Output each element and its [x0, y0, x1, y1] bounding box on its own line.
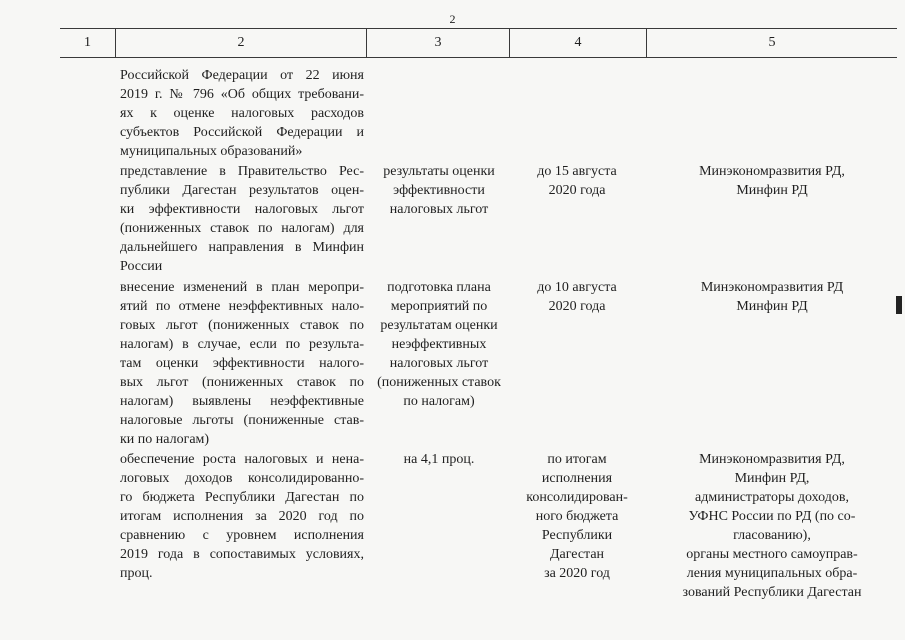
- text-line: проц.: [120, 566, 153, 581]
- text-line: Российской Федерации от 22 июня: [120, 68, 364, 83]
- text-line: обеспечение роста налоговых и нена-: [120, 452, 364, 467]
- cell-responsible: [652, 162, 892, 200]
- text-line: ки по налогам): [120, 432, 210, 447]
- text-line: ятий по отмене неэффективных нало-: [120, 299, 364, 314]
- text-line: представление в Правительство Рес-: [120, 164, 364, 179]
- text-line: Республики: [541, 528, 613, 543]
- text-line: публики Дагестан результатов оцен-: [120, 183, 364, 198]
- cell-responsible: [652, 278, 892, 316]
- header-col-2: 2: [115, 29, 366, 57]
- text-line: администраторы доходов,: [695, 490, 849, 505]
- header-col-4: 4: [509, 29, 646, 57]
- cell-description: [120, 278, 364, 449]
- text-line: консолидирован-: [526, 490, 628, 505]
- text-line: ки эффективности налоговых льгот: [120, 202, 364, 217]
- cell-result: [372, 162, 506, 219]
- text-line: там оценки эффективности налого-: [120, 356, 364, 371]
- text-line: неэффективных: [391, 337, 487, 352]
- table-header: [60, 28, 897, 58]
- text-line: до 15 августа: [537, 164, 617, 179]
- text-line: гласованию),: [733, 528, 811, 543]
- text-line: го бюджета Республики Дагестан по: [120, 490, 364, 505]
- text-line: внесение изменений в план меропри-: [120, 280, 364, 295]
- text-line: налоговые льготы (пониженные став-: [120, 413, 364, 428]
- text-line: 2019 г. № 796 «Об общих требовани-: [120, 87, 364, 102]
- text-line: (пониженных ставок: [377, 375, 501, 390]
- text-line: мероприятий по: [390, 299, 488, 314]
- cell-deadline: [516, 450, 638, 583]
- text-line: до 10 августа: [537, 280, 617, 295]
- text-line: за 2020 год: [544, 566, 610, 581]
- text-line: эффективности: [393, 183, 485, 198]
- text-line: муниципальных образований»: [120, 144, 303, 159]
- cell-deadline: [516, 162, 638, 200]
- text-line: налогам) в случае, если по результа-: [120, 337, 364, 352]
- cell-responsible: [652, 450, 892, 602]
- text-line: ях к оценке налоговых расходов: [120, 106, 364, 121]
- text-line: Дагестан: [549, 547, 605, 562]
- text-line: 2019 года в сопоставимых условиях,: [120, 547, 364, 562]
- text-line: налогам) выявлены неэффективные: [120, 394, 364, 409]
- cell-result: [372, 450, 506, 469]
- text-line: ления муниципальных обра-: [686, 566, 858, 581]
- text-line: результатам оценки: [380, 318, 498, 333]
- text-line: субъектов Российской Федерации и: [120, 125, 364, 140]
- text-line: подготовка плана: [387, 280, 491, 295]
- text-line: по налогам): [403, 394, 475, 409]
- text-line: Минэкономразвития РД,: [699, 452, 845, 467]
- header-col-3: 3: [366, 29, 509, 57]
- text-line: Минфин РД: [736, 299, 808, 314]
- text-line: России: [120, 259, 163, 274]
- text-line: налоговых льгот: [389, 202, 489, 217]
- text-line: 2020 года: [548, 299, 606, 314]
- cell-description: [120, 66, 364, 161]
- text-line: логовых доходов консолидированно-: [120, 471, 364, 486]
- text-line: ного бюджета: [535, 509, 619, 524]
- cell-deadline: [516, 278, 638, 316]
- cell-description: [120, 450, 364, 583]
- cell-result: [372, 278, 506, 411]
- text-line: 2020 года: [548, 183, 606, 198]
- text-line: Минфин РД,: [734, 471, 810, 486]
- text-line: Минэкономразвития РД: [700, 280, 844, 295]
- header-col-5: 5: [646, 29, 897, 57]
- header-col-1: 1: [84, 35, 91, 50]
- text-line: органы местного самоупрaв-: [686, 547, 858, 562]
- text-line: вых льгот (пониженных ставок по: [120, 375, 364, 390]
- text-line: Минфин РД: [736, 183, 808, 198]
- cell-description: [120, 162, 364, 276]
- page-number: 2: [449, 12, 456, 26]
- text-line: на 4,1 проц.: [403, 452, 475, 467]
- text-line: (пониженных ставок по налогам) для: [120, 221, 364, 236]
- scan-margin-mark: [896, 296, 902, 314]
- text-line: по итогам: [547, 452, 607, 467]
- text-line: результаты оценки: [383, 164, 495, 179]
- text-line: Минэкономразвития РД,: [699, 164, 845, 179]
- text-line: зований Республики Дагестан: [682, 585, 862, 600]
- text-line: УФНС России по РД (по со-: [688, 509, 856, 524]
- text-line: итогам исполнения за 2020 год по: [120, 509, 364, 524]
- text-line: налоговых льгот: [389, 356, 489, 371]
- text-line: говых льгот (пониженных ставок по: [120, 318, 364, 333]
- text-line: сравнению с уровнем исполнения: [120, 528, 364, 543]
- text-line: исполнения: [541, 471, 613, 486]
- text-line: дальнейшего направления в Минфин: [120, 240, 364, 255]
